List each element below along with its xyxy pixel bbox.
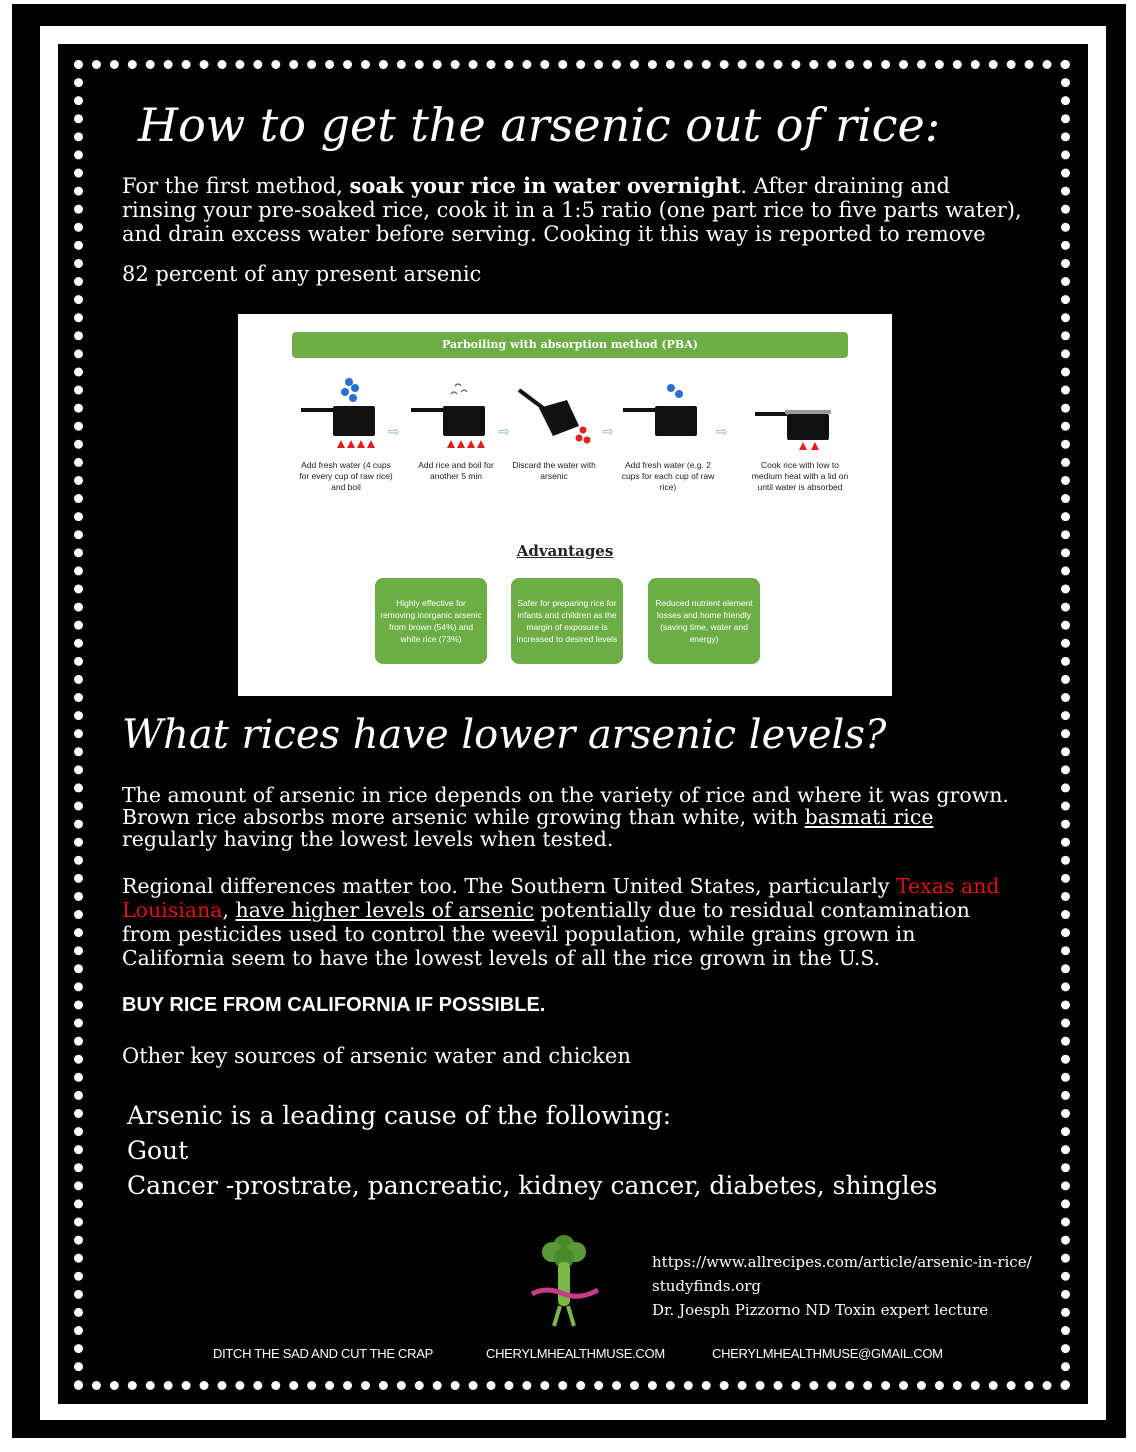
causes-heading: Arsenic is a leading cause of the following:	[127, 1101, 672, 1130]
pot-boil-icon	[301, 374, 391, 454]
reference-item: Dr. Joesph Pizzorno ND Toxin expert lecture	[652, 1301, 989, 1319]
reference-link[interactable]: https://www.allrecipes.com/article/arsenic-in-rice/	[652, 1253, 1032, 1271]
references	[652, 1250, 1032, 1322]
step-1-label: Add fresh water (4 cups for every cup of raw rice) and boil	[299, 460, 393, 492]
pot-rice-icon	[411, 374, 501, 454]
variety-text-b: regularly having the lowest levels when tested.	[122, 827, 614, 851]
footer-slogan: DITCH THE SAD AND CUT THE CRAP	[213, 1346, 433, 1361]
regional-highlight: Texas and Louisiana	[122, 874, 1000, 922]
arrow-icon: ⇨	[498, 424, 510, 440]
pba-diagram	[238, 314, 892, 696]
regional-paragraph	[122, 874, 1022, 970]
step-1	[296, 374, 396, 493]
method-intro: For the first method,	[122, 174, 350, 198]
advantage-box: Safer for preparing rice for infants and children as the margin of exposure is increased to desired levels	[511, 578, 623, 664]
footer-website[interactable]: CHERYLMHEALTHMUSE.COM	[486, 1346, 665, 1361]
arrow-icon: ⇨	[716, 424, 728, 440]
step-3	[504, 374, 604, 482]
step-2	[406, 374, 506, 482]
step-4	[618, 374, 718, 493]
section-title: What rices have lower arsenic levels?	[122, 712, 887, 758]
method-paragraph	[122, 174, 1022, 246]
pot-lid-icon	[755, 374, 845, 454]
regional-text-c: potentially due to residual contamination from pesticides used to control the weevil population, while grains grown in California seem to have the lowest levels of all the rice grown in the U.S.	[122, 898, 970, 970]
causes-list	[127, 1098, 937, 1203]
variety-paragraph	[122, 784, 1022, 850]
advantage-box: Highly effective for removing inorganic arsenic from brown (54%) and white rice (73%)	[375, 578, 487, 664]
page-title: How to get the arsenic out of rice:	[138, 98, 941, 152]
regional-text-a: Regional differences matter too. The Southern United States, particularly	[122, 874, 896, 898]
buy-california-note: BUY RICE FROM CALIFORNIA IF POSSIBLE.	[122, 994, 546, 1016]
other-sources: Other key sources of arsenic water and chicken	[122, 1044, 631, 1068]
method-bold: soak your rice in water overnight	[349, 173, 741, 198]
cause-item: Cancer -prostrate, pancreatic, kidney cancer, diabetes, shingles	[127, 1171, 938, 1200]
reference-item: studyfinds.org	[652, 1277, 761, 1295]
step-5	[750, 374, 850, 493]
variety-text-a: The amount of arsenic in rice depends on the variety of rice and where it was grown. Brown rice absorbs more arsenic while growing than white, with	[122, 783, 1009, 829]
diagram-banner: Parboiling with absorption method (PBA)	[292, 332, 848, 358]
footer-email[interactable]: CHERYLMHEALTHMUSE@GMAIL.COM	[712, 1346, 943, 1361]
pot-refill-icon	[623, 374, 713, 454]
method-rest: . After draining and rinsing your pre-soaked rice, cook it in a 1:5 ratio (one part rice to five parts water), and drain excess water before serving. Cooking it this way is reported to remove	[122, 174, 1022, 246]
advantage-box: Reduced nutrient element losses and home friendly (saving time, water and energy)	[648, 578, 760, 664]
step-3-label: Discard the water with arsenic	[512, 460, 596, 481]
advantages-title: Advantages	[516, 542, 614, 560]
method-percent: 82 percent of any present arsenic	[122, 262, 482, 286]
regional-text-b: ,	[222, 898, 236, 922]
basmati-link[interactable]: basmati rice	[804, 805, 934, 829]
higher-levels-link[interactable]: have higher levels of arsenic	[235, 898, 535, 922]
step-5-label: Cook rice with low to medium heat with a lid on until water is absorbed	[751, 460, 849, 492]
cause-item: Gout	[127, 1136, 189, 1165]
pot-drain-icon	[509, 374, 599, 454]
arrow-icon: ⇨	[388, 424, 400, 440]
arrow-icon: ⇨	[602, 424, 614, 440]
broccoli-mascot-icon	[526, 1232, 602, 1332]
step-4-label: Add fresh water (e.g. 2 cups for each cup of raw rice)	[621, 460, 715, 492]
step-2-label: Add rice and boil for another 5 min	[418, 460, 494, 481]
